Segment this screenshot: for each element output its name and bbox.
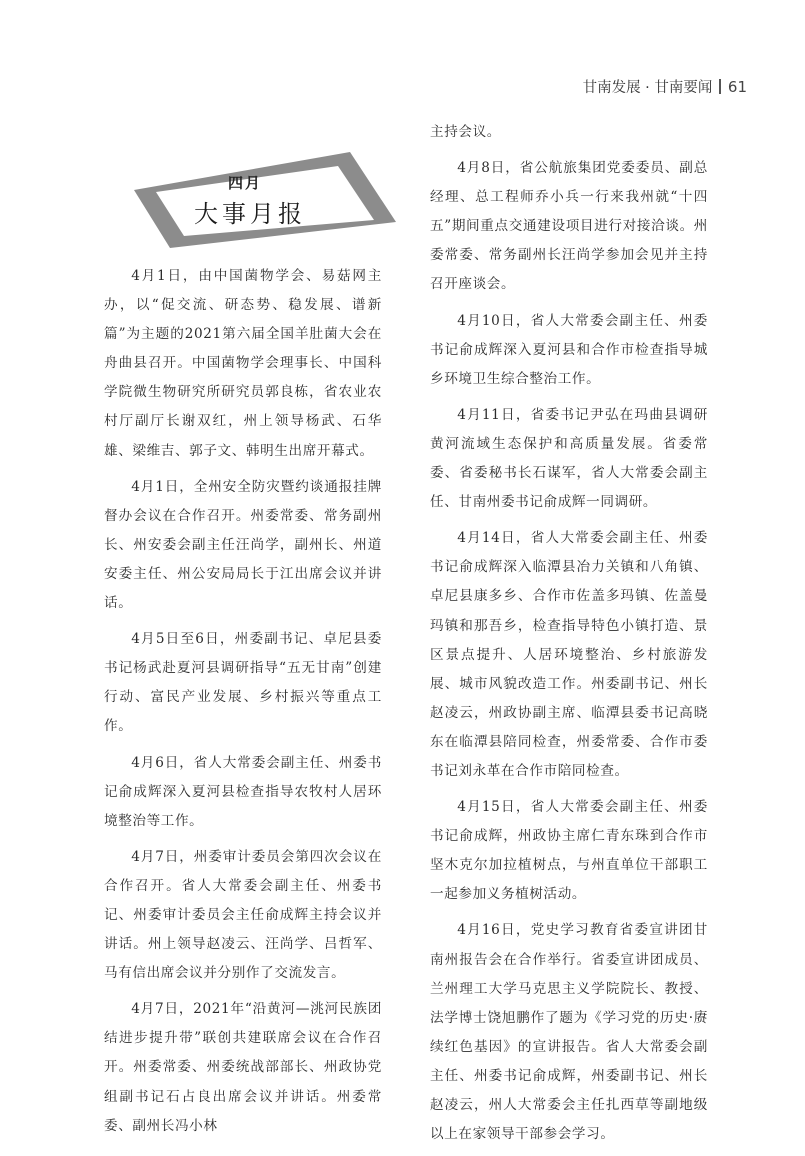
badge-month: 四月 <box>227 174 262 192</box>
news-item: 4月11日，省委书记尹弘在玛曲县调研黄河流域生态保护和高质量发展。省委常委、省委秘书长石谋军，省人大常委会副主任、甘南州委书记俞成辉一同调研。 <box>430 406 708 511</box>
left-column <box>104 262 382 1148</box>
monthly-report-badge <box>130 150 400 250</box>
news-item: 4月7日，州委审计委员会第四次会议在合作召开。省人大常委会副主任、州委书记、州委审计委员会主任俞成辉主持会议并讲话。州上领导赵凌云、汪尚学、吕哲军、马有信出席会议并分别作了交流发言。 <box>104 848 382 982</box>
news-item: 4月16日，党史学习教育省委宣讲团甘南州报告会在合作举行。省委宣讲团成员、兰州理工大学马克思主义学院院长、教授、法学博士饶旭鹏作了题为《学习党的历史·赓续红色基因》的宣讲报告。省人大常委会副主任、州委书记俞成辉，州委副书记、州长赵凌云，州人大常委会主任扎西草等副地级以上在家领导干部参会学习。 <box>430 922 708 1143</box>
header-divider <box>719 79 721 94</box>
news-item: 4月8日，省公航旅集团党委委员、副总经理、总工程师乔小兵一行来我州就“十四五”期间重点交通建设项目进行对接洽谈。州委常委、常务副州长汪尚学参加会见并主持召开座谈会。 <box>430 160 708 293</box>
news-item: 4月7日，2021年“沿黄河—洮河民族团结进步提升带”联创共建联席会议在合作召开。州委常委、州委统战部部长、州政协党组副书记石占良出席会议并讲话。州委常委、副州长冯小林 <box>104 1001 382 1134</box>
news-item: 4月6日，省人大常委会副主任、州委书记俞成辉深入夏河县检查指导农牧村人居环境整治等工作。 <box>104 754 382 829</box>
news-item: 4月10日，省人大常委会副主任、州委书记俞成辉深入夏河县和合作市检查指导城乡环境卫生综合整治工作。 <box>430 312 708 387</box>
right-column <box>430 118 708 1156</box>
badge-title: 大事月报 <box>194 200 306 228</box>
news-item: 4月15日，省人大常委会副主任、州委书记俞成辉，州政协主席仁青东珠到合作市坚木克尔加拉植树点，与州直单位干部职工一起参加义务植树活动。 <box>430 799 708 903</box>
news-item: 4月5日至6日，州委副书记、卓尼县委书记杨武赴夏河县调研指导“五无甘南”创建行动、富民产业发展、乡村振兴等重点工作。 <box>104 631 382 735</box>
section-title: 甘南发展 · 甘南要闻 <box>582 80 713 96</box>
news-item: 4月14日，省人大常委会副主任、州委书记俞成辉深入临潭县冶力关镇和八角镇、卓尼县康多乡、合作市佐盖多玛镇、佐盖曼玛镇和那吾乡，检查指导特色小镇打造、景区景点提升、人居环境整治、乡村旅游发展、城市风貌改造工作。州委副书记、州长赵凌云，州政协副主席、临潭县委书记高晓东在临潭县陪同检查，州委常委、合作市委书记刘永革在合作市陪同检查。 <box>430 530 708 779</box>
running-header <box>583 76 747 97</box>
news-item: 4月1日，全州安全防灾暨约谈通报挂牌督办会议在合作召开。州委常委、常务副州长、州安委会副主任汪尚学，副州长、州道安委主任、州公安局局长于江出席会议并讲话。 <box>104 478 382 612</box>
news-item-continuation: 主持会议。 <box>430 124 501 140</box>
page-number: 61 <box>727 77 747 96</box>
news-item: 4月1日，由中国菌物学会、易菇网主办，以“促交流、研态势、稳发展、谱新篇”为主题的2021第六届全国羊肚菌大会在舟曲县召开。中国菌物学会理事长、中国科学院微生物研究所研究员郭良栋，省农业农村厅副厅长谢双红，州上领导杨武、石华雄、梁维吉、郭子文、韩明生出席开幕式。 <box>104 268 382 459</box>
